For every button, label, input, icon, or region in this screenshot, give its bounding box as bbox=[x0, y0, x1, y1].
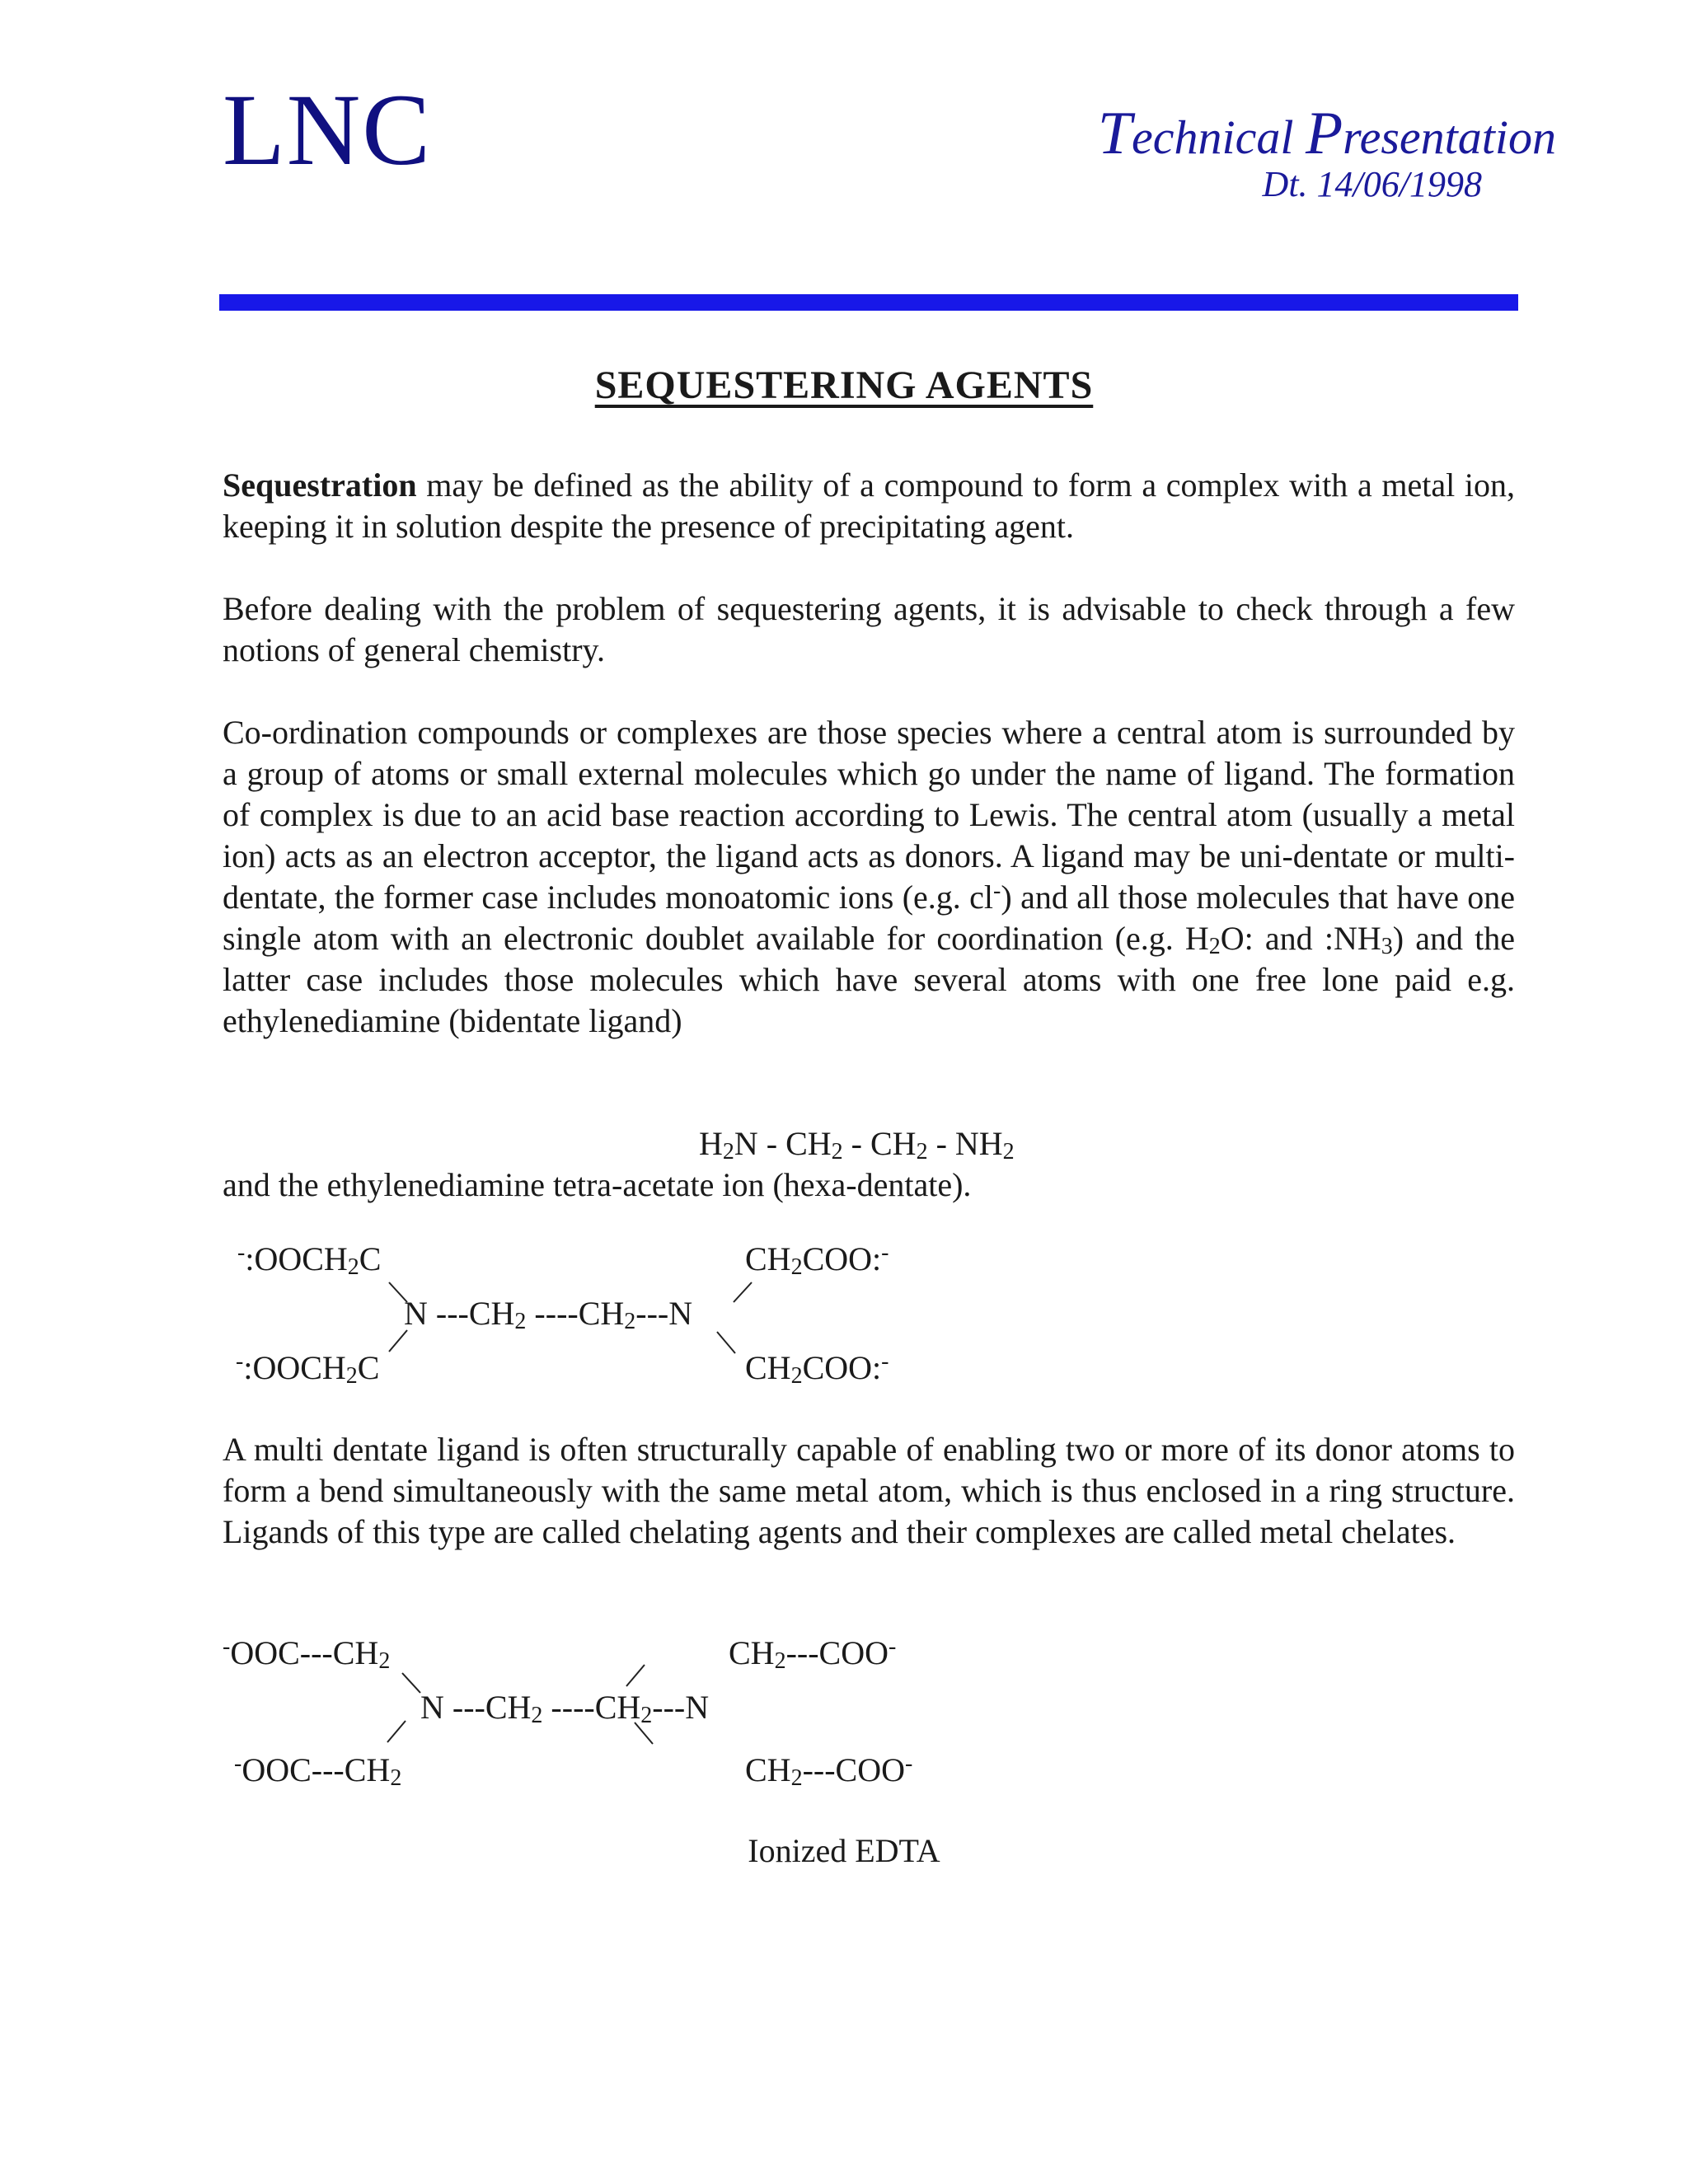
coordination-text-2: ) and all those molecules that have one single atom with an electronic doublet available for coordination (e.g. H bbox=[223, 879, 1515, 957]
page-title: SEQUESTERING AGENTS bbox=[594, 363, 1094, 407]
group-subscript: 2 bbox=[790, 1363, 803, 1390]
group-text: OOC---CH bbox=[230, 1634, 379, 1671]
presentation-date: Dt. 14/06/1998 bbox=[1262, 164, 1482, 204]
group-subscript: 2 bbox=[345, 1363, 358, 1390]
chain-text: ----CH bbox=[542, 1689, 641, 1726]
group-text: COO: bbox=[802, 1240, 882, 1277]
paragraph-notions: Before dealing with the problem of sequestering agents, it is advisable to check through a few notions of general chemistry. bbox=[223, 590, 1515, 668]
group-text: CH bbox=[745, 1751, 791, 1788]
chloride-charge: - bbox=[993, 878, 1001, 904]
group-text: CH bbox=[729, 1634, 775, 1671]
charge-sign: - bbox=[223, 1633, 231, 1660]
chain-text: ---N bbox=[635, 1295, 693, 1332]
group-text: ---COO bbox=[802, 1751, 905, 1788]
bond-line bbox=[635, 1722, 653, 1744]
group-text: C bbox=[359, 1240, 382, 1277]
formula-part: H bbox=[699, 1125, 723, 1162]
chain-text: ----CH bbox=[526, 1295, 625, 1332]
edta-caption: and the ethylenediamine tetra-acetate ion (hexa-dentate). bbox=[223, 1166, 972, 1203]
charge-sign: - bbox=[889, 1633, 897, 1660]
charge-sign: - bbox=[905, 1750, 913, 1777]
formula-subscript: 2 bbox=[722, 1139, 734, 1165]
group-text: CH bbox=[745, 1349, 791, 1386]
charge-sign: - bbox=[237, 1240, 246, 1266]
bond-line bbox=[734, 1282, 752, 1302]
charge-sign: - bbox=[881, 1348, 889, 1375]
charge-sign: - bbox=[236, 1348, 244, 1375]
sequestration-term: Sequestration bbox=[223, 466, 417, 504]
presentation-t-cap: T bbox=[1097, 100, 1132, 167]
group-text: OOC---CH bbox=[241, 1751, 391, 1788]
formula-subscript: 2 bbox=[1002, 1139, 1015, 1165]
chain-subscript: 2 bbox=[531, 1703, 543, 1729]
formula-part: - NH bbox=[927, 1125, 1003, 1162]
group-subscript: 2 bbox=[390, 1765, 402, 1792]
group-text: ---COO bbox=[785, 1634, 889, 1671]
coordination-text-1: Co-ordination compounds or complexes are those species where a central atom is surrounded by a group of atoms or small external molecules which go under the name of ligand. The formation of complex is due to an acid base reaction according to Lewis. The central atom (usually a metal ion) acts as an electron acceptor, the ligand acts as donors. A ligand may be uni-dentate or multi-dentate, the former case includes monoatomic ions (e.g. cl bbox=[223, 714, 1515, 916]
group-subscript: 2 bbox=[378, 1648, 391, 1675]
chain-subscript: 2 bbox=[624, 1309, 636, 1335]
group-subscript: 2 bbox=[347, 1254, 359, 1281]
formula-part: - CH bbox=[842, 1125, 917, 1162]
formula-subscript: 2 bbox=[916, 1139, 928, 1165]
presentation-p-cap: P bbox=[1305, 100, 1343, 167]
formula-part: N - CH bbox=[734, 1125, 832, 1162]
chain-text: N ---CH bbox=[420, 1689, 532, 1726]
bond-line bbox=[717, 1332, 735, 1353]
ionized-edta-label: Ionized EDTA bbox=[748, 1832, 940, 1869]
group-subscript: 2 bbox=[774, 1648, 786, 1675]
coordination-text-4: ) and the latter case includes those molecules which have several atoms with one free lone paid e.g. ethylenediamine (bidentate ligand) bbox=[223, 920, 1515, 1039]
charge-sign: - bbox=[234, 1750, 242, 1777]
lnc-logo: LNC bbox=[223, 73, 432, 186]
chain-subscript: 2 bbox=[640, 1703, 653, 1729]
coordination-text-3: O: and :NH bbox=[1220, 920, 1381, 957]
group-subscript: 2 bbox=[790, 1765, 803, 1792]
bond-line bbox=[402, 1673, 420, 1693]
group-text: CH bbox=[745, 1240, 791, 1277]
group-text: :OOCH bbox=[243, 1349, 346, 1386]
presentation-p-rest: resentation bbox=[1343, 110, 1556, 164]
charge-sign: - bbox=[881, 1240, 889, 1266]
chain-subscript: 2 bbox=[514, 1309, 527, 1335]
bond-line bbox=[389, 1330, 407, 1352]
ammonia-subscript: 3 bbox=[1381, 934, 1393, 960]
group-subscript: 2 bbox=[790, 1254, 803, 1281]
bond-line bbox=[387, 1721, 406, 1742]
water-subscript: 2 bbox=[1208, 934, 1221, 960]
paragraph-chelates: A multi dentate ligand is often structurally capable of enabling two or more of its donor atoms to form a bend simultaneously with the same metal atom, which is thus enclosed in a ring structure. Ligands of this type are called chelating agents and their complexes are called metal chelates. bbox=[223, 1431, 1515, 1550]
group-text: COO: bbox=[802, 1349, 882, 1386]
sequestration-definition: may be defined as the ability of a compound to form a complex with a metal ion, keeping it in solution despite the presence of precipitating agent. bbox=[223, 466, 1515, 545]
group-text: :OOCH bbox=[245, 1240, 348, 1277]
bond-line bbox=[626, 1665, 645, 1686]
bond-line bbox=[389, 1282, 407, 1302]
presentation-t-rest: echnical bbox=[1132, 110, 1294, 164]
chain-text: ---N bbox=[652, 1689, 710, 1726]
chain-text: N ---CH bbox=[404, 1295, 515, 1332]
group-text: C bbox=[357, 1349, 380, 1386]
formula-subscript: 2 bbox=[831, 1139, 843, 1165]
